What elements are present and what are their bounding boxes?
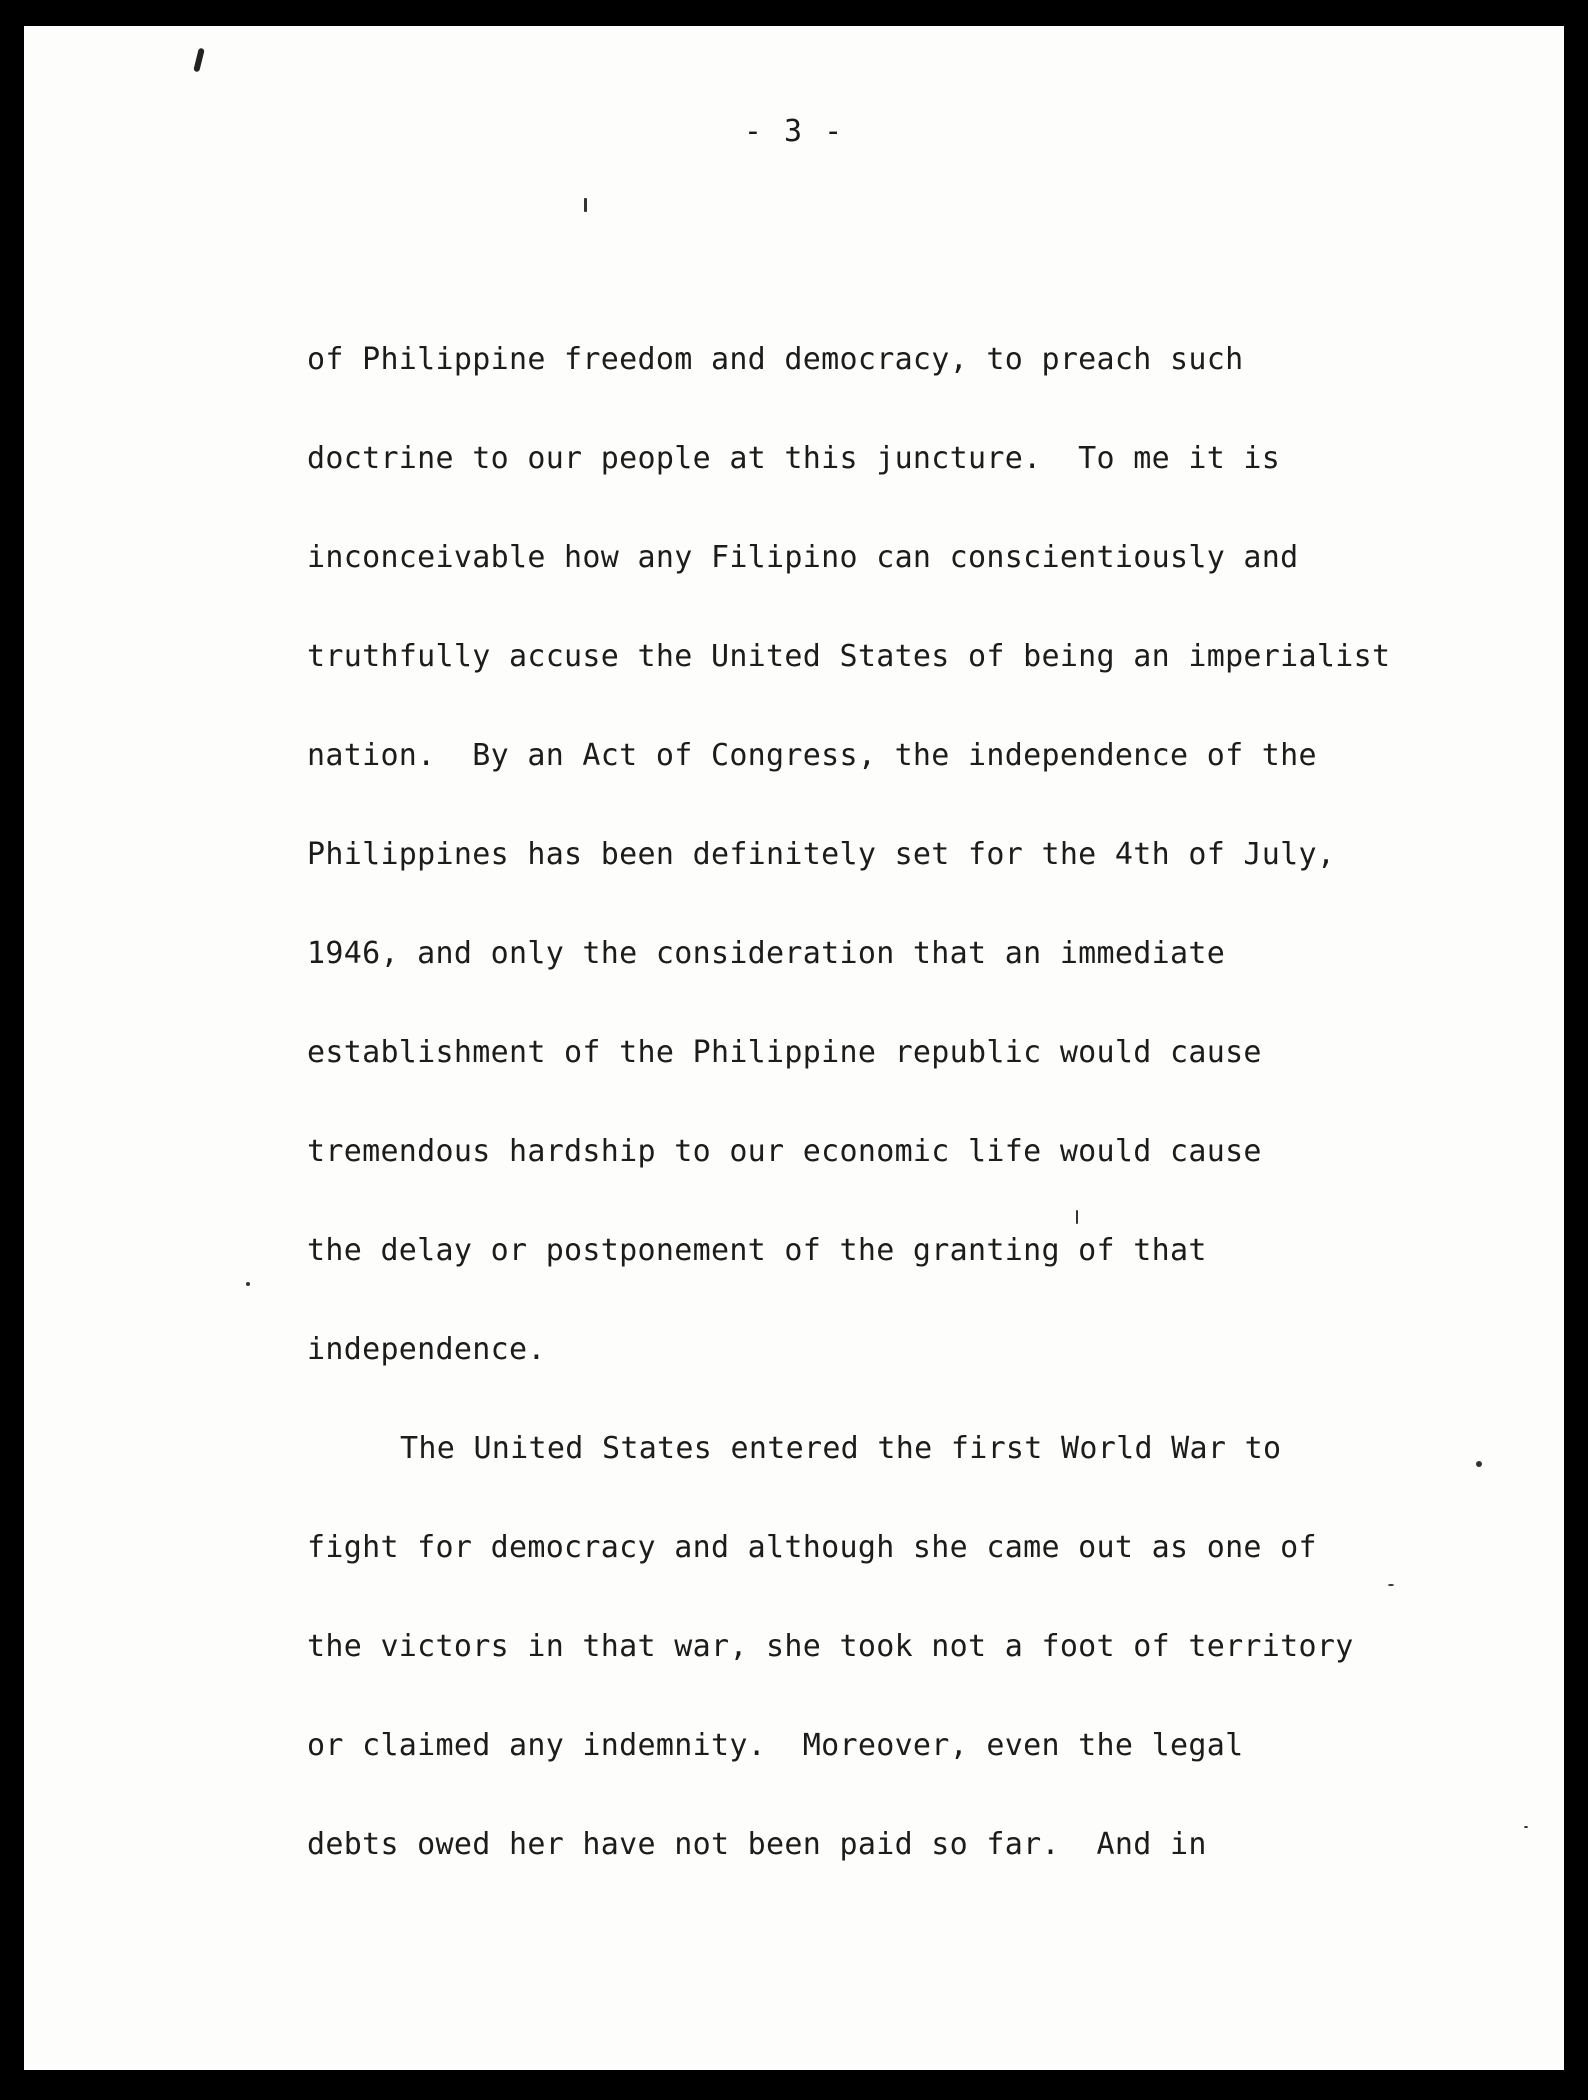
ink-mark [193, 48, 205, 73]
document-page [24, 26, 1564, 2070]
text-line: fight for democracy and although she came out as one of [307, 1530, 1317, 1565]
ink-speck [1388, 1584, 1394, 1586]
text-line: or claimed any indemnity. Moreover, even the legal [307, 1728, 1244, 1763]
text-line: the victors in that war, she took not a foot of territory [307, 1629, 1354, 1664]
ink-speck [1476, 1461, 1482, 1467]
text-line: Philippines has been definitely set for the 4th of July, [307, 837, 1336, 872]
text-line: doctrine to our people at this juncture. To me it is [307, 441, 1281, 476]
text-line: inconceivable how any Filipino can conscientiously and [307, 540, 1299, 575]
text-line: establishment of the Philippine republic would cause [307, 1035, 1262, 1070]
text-line: debts owed her have not been paid so far. And in [307, 1827, 1207, 1862]
text-line: The United States entered the first World War to [400, 1431, 1282, 1466]
text-line: tremendous hardship to our economic life would cause [307, 1134, 1262, 1169]
ink-speck [1076, 1210, 1078, 1224]
text-line: truthfully accuse the United States of being an imperialist [307, 639, 1391, 674]
ink-speck [246, 1282, 250, 1286]
text-line: the delay or postponement of the granting of that [307, 1233, 1207, 1268]
text-line: 1946, and only the consideration that an immediate [307, 936, 1226, 971]
ink-speck [1524, 1826, 1528, 1828]
text-line: of Philippine freedom and democracy, to preach such [307, 342, 1244, 377]
page-number: - 3 - [743, 114, 845, 149]
ink-speck [584, 198, 587, 212]
text-line: independence. [307, 1332, 546, 1367]
text-line: nation. By an Act of Congress, the independence of the [307, 738, 1317, 773]
